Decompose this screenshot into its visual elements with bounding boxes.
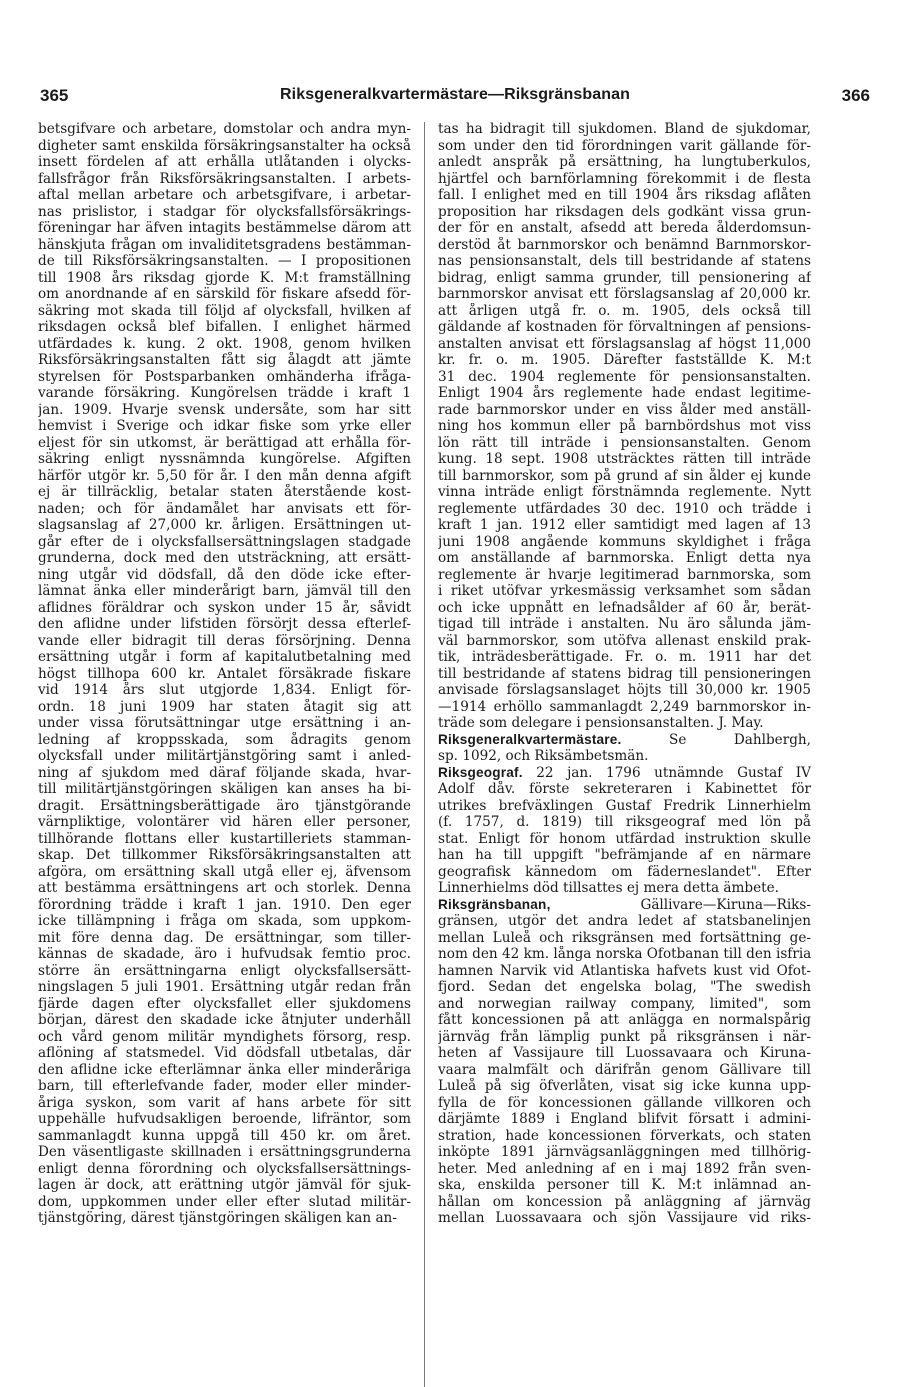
text-line: till bestridande af statens bidrag till pensioneringen: [438, 665, 811, 682]
text-line: skap. Det tillkommer Riksförsäkringsanstalten att: [38, 847, 411, 863]
text-line: grunderna, dock med den utsträckning, att ersätt-: [38, 550, 411, 566]
text-line: inköpte 1891 järnvägsanläggningen med tillhörig-: [438, 1144, 811, 1160]
text-line: kraft 1 jan. 1912 eller samtidigt med lagen af 13: [438, 517, 811, 533]
text-line: till militärtjänstgöringen skäligen kan anses ha bi-: [38, 781, 411, 797]
text-line: Riksgeograf. 22 jan. 1796 utnämnde Gustaf IV: [438, 764, 811, 781]
text-line: fall. I enlighet med en till 1904 års riksdag aflåten: [438, 187, 811, 203]
text-line: den aflidne under lifstiden försörjt dessa efterlef-: [38, 616, 411, 632]
text-line: anstalten anvisat ett förslagsanslag af högst 11,000: [438, 335, 811, 352]
text-line: hållan om koncession på anläggning af järnväg: [438, 1193, 811, 1210]
text-line: riksdagen också blef bifallen. I enlighet härmed: [38, 319, 411, 335]
text-line: Riksgeneralkvartermästare. Se Dahlbergh,: [438, 731, 811, 748]
text-line: barnmorskor anvisat ett förslagsanslag af 20,000 kr.: [438, 286, 811, 302]
text-line: eljest för sin utkomst, är berättigad att erhålla för-: [38, 434, 411, 451]
text-line: kännas de skadade, äro i hufvudsak femtio proc.: [38, 946, 411, 962]
left-text-column: [38, 121, 411, 1227]
text-line: reglemente utfärdades 30 dec. 1910 och trädde i: [438, 500, 811, 517]
text-line: juni 1908 angående kommuns skyldighet i fråga: [438, 533, 811, 550]
text-line: anvisade förslagsanslaget höjts till 30,000 kr. 1905: [438, 682, 811, 698]
text-line: går efter de i olycksfallsersättningslagen stadgade: [38, 533, 411, 550]
text-line: uppehälle hufvudsakligen beroende, lifräntor, som: [38, 1111, 411, 1127]
text-line: som under den tid förordningen varit gällande för-: [438, 137, 811, 154]
text-line: vid 1914 års slut utgjorde 1,834. Enligt för-: [38, 682, 411, 698]
text-line: olycksfall under militärtjänstgöring samt i anled-: [38, 748, 411, 764]
text-line: under vissa förutsättningar utge ersättning i an-: [38, 715, 411, 731]
right-text-column: [438, 121, 811, 1227]
text-line: hjärtfel och barnförlamning förekommit i de flesta: [438, 170, 811, 187]
text-line: proposition har riksdagen dels godkänt vissa grun-: [438, 203, 811, 220]
text-line: lagen är dock, att erättning utgör jämväl för sjuk-: [38, 1177, 411, 1193]
text-line: 31 dec. 1904 reglemente för pensionsanstalten.: [438, 368, 811, 385]
text-line: åriga syskon, som varit af hans arbete för sitt: [38, 1094, 411, 1111]
text-line: de till Riksförsäkringsanstalten. — I propositionen: [38, 253, 411, 269]
text-line: vaara malmfält och därifrån genom Gällivare till: [438, 1061, 811, 1078]
text-line: tas ha bidragit till sjukdomen. Bland de sjukdomar,: [438, 121, 811, 137]
text-line: Enligt 1904 års reglemente hade endast legitime-: [438, 385, 811, 401]
text-line: derstöd åt barnmorskor och benämnd Barnmorskor-: [438, 236, 811, 253]
text-line: hänskjuta frågan om invaliditetsgradens bestämman-: [38, 236, 411, 253]
text-line: sp. 1092, och Riksämbetsmän.: [438, 748, 649, 764]
text-line: ej är tillräcklig, betalar staten återstående kost-: [38, 484, 411, 500]
text-line: ordn. 18 juni 1909 har staten åtagit sig att: [38, 698, 411, 715]
text-line: utrikes brefväxlingen Gustaf Fredrik Linnerhielm: [438, 797, 811, 814]
text-line: mellan Luossavaara och sjön Vassijaure vid riks-: [438, 1210, 811, 1226]
text-line: kr. fr. o. m. 1905. Därefter fastställde K. M:t: [438, 352, 811, 368]
text-line: i riket utöfvar yrkesmässig verksamhet som sådan: [438, 583, 811, 599]
text-line: ersättning utgår i form af kapitalutbetalning med: [38, 649, 411, 665]
text-line: reglemente är hvarje legitimerad barnmorska, som: [438, 566, 811, 583]
text-line: aflöning af statsmedel. Vid dödsfall utbetalas, där: [38, 1045, 411, 1061]
text-line: väl barnmorskor, som utöfva allenast enskild prak-: [438, 632, 811, 649]
text-line: aftal mellan arbetare och arbetsgifvare, i arbetar-: [38, 187, 411, 203]
text-line: och vård genom militär myndighets försorg, resp.: [38, 1028, 411, 1045]
text-line: afgöra, om ersättning skall utgå eller ej, äfvensom: [38, 863, 411, 880]
text-line: fallsfrågor från Riksförsäkringsanstalten. I arbets-: [38, 170, 411, 187]
text-line: nom den 42 km. långa norska Ofotbanan till den isfria: [438, 946, 811, 962]
text-line: dom, uppkommen under eller efter slutad militär-: [38, 1193, 411, 1210]
text-line: till barnmorskor, som på grund af sin ålder ej kunde: [438, 467, 811, 484]
text-line: betsgifvare och arbetare, domstolar och andra myn-: [38, 121, 411, 137]
text-line: slagsanslag af 27,000 kr. årligen. Ersättningen ut-: [38, 517, 411, 533]
text-line: ningslagen 5 juli 1901. Ersättning utgår redan från: [38, 979, 411, 995]
column-divider: [424, 122, 425, 1387]
text-line: fjärde dagen efter olycksfallet eller sjukdomens: [38, 995, 411, 1012]
text-line: fylla de för koncessionen gällande villkoren och: [438, 1094, 811, 1111]
text-line: naden; och för ändamålet har anvisats ett för-: [38, 500, 411, 517]
text-line: aflidnes föräldrar och syskon under 15 år, såvidt: [38, 599, 411, 616]
text-line: heten af Vassijaure till Luossavaara och Kiruna-: [438, 1045, 811, 1061]
text-line: säkring mot skada till följd af olycksfall, hvilken af: [38, 302, 411, 319]
text-line: om anställande af barnmorska. Enligt detta nya: [438, 550, 811, 566]
text-line: ning hos kommun eller på barnbördshus mot viss: [438, 418, 811, 434]
text-line: hemvist i Sverige och idkar fiske som yrke eller: [38, 418, 411, 434]
text-line: jan. 1909. Hvarje svensk undersåte, som har sitt: [38, 401, 411, 418]
text-line: insett fördelen af att erhålla utlåtanden i olycks-: [38, 154, 411, 170]
text-line: början, därest den skadade icke åtnjuter underhåll: [38, 1012, 411, 1028]
text-line: Adolf dåv. förste sekreteraren i Kabinettet för: [438, 781, 811, 797]
text-line: geografisk kännedom om fäderneslandet". Efter: [438, 863, 811, 880]
text-line: Linnerhielms död tillsattes ej mera detta ämbete.: [438, 880, 779, 896]
text-line: lämnat änka eller minderårigt barn, jämväl till den: [38, 583, 411, 599]
text-line: fjord. Sedan det engelska bolag, "The swedish: [438, 979, 811, 995]
text-line: Riksgränsbanan, Gällivare—Kiruna—Riks-: [438, 896, 811, 913]
text-line: till 1908 års riksdag gjorde K. M:t framställning: [38, 269, 411, 286]
text-line: digheter samt enskilda försäkringsanstalter ha också: [38, 137, 411, 154]
text-line: hamnen Narvik vid Atlantiska hafvets kust vid Ofot-: [438, 962, 811, 979]
text-line: nas prislistor, i stadgar för olycksfallsförsäkrings-: [38, 203, 411, 220]
text-line: Luleå på sig öfverlåten, visat sig icke kunna upp-: [438, 1078, 811, 1094]
text-line: anledt anspråk på ersättning, ha lungtuberkulos,: [438, 154, 811, 170]
text-line: säkring enligt nyssnämnda kungörelse. Afgiften: [38, 451, 411, 467]
page-number-left: 365: [40, 86, 69, 105]
text-line: rade barnmorskor under en viss ålder med anställ-: [438, 401, 811, 418]
text-line: lön rätt till inträde i pensionsanstalten. Genom: [438, 434, 811, 451]
text-line: kung. 18 sept. 1908 utsträcktes rätten till inträde: [438, 451, 811, 467]
text-line: —1914 erhöllo sammanlagdt 2,249 barnmorskor in-: [438, 698, 811, 715]
text-line: gränsen, utgör det andra ledet af statsbanelinjen: [438, 913, 811, 929]
text-line: gäldande af kostnaden för förvaltningen af pensions-: [438, 319, 811, 335]
page-header: [40, 86, 870, 108]
running-title: Riksgeneralkvartermästare—Riksgränsbanan: [280, 86, 630, 103]
text-line: mit före denna dag. De ersättningar, som tiller-: [38, 929, 411, 946]
text-line: träde som delegare i pensionsanstalten. J. May.: [438, 715, 764, 731]
text-line: högst tillhopa 600 kr. Antalet försäkrade fiskare: [38, 665, 411, 682]
text-line: mellan Luleå och riksgränsen med fortsättning ge-: [438, 929, 811, 946]
text-line: nas pensionsanstalt, dels till bestridande af statens: [438, 253, 811, 269]
text-line: härför utgör kr. 5,50 för år. I den mån denna afgift: [38, 467, 411, 484]
text-line: fått koncessionen på att anlägga en normalspårig: [438, 1012, 811, 1028]
text-line: att bestämma ersättningens art och storlek. Denna: [38, 880, 411, 896]
text-line: Riksförsäkringsanstalten fått sig ålagdt att jämte: [38, 352, 411, 368]
text-line: ledning af kroppsskada, som ådragits genom: [38, 731, 411, 748]
text-line: vande eller bidragit till deras försörjning. Denna: [38, 632, 411, 649]
page-number-right: 366: [841, 86, 870, 105]
text-line: större än ersättningarna enligt olycksfallsersätt-: [38, 962, 411, 979]
text-line: barn, till efterlefvande fader, moder eller minder-: [38, 1078, 411, 1094]
text-line: därjämte 1889 i England blifvit försatt i admini-: [438, 1111, 811, 1127]
text-line: stration, hade koncessionen förverkats, och staten: [438, 1127, 811, 1144]
text-line: icke tillämpning i fråga om skada, som uppkom-: [38, 913, 411, 929]
text-line: den aflidne icke efterlämnar änka eller minderåriga: [38, 1061, 411, 1078]
text-line: dragit. Ersättningsberättigade äro tjänstgörande: [38, 797, 411, 814]
text-line: sammanlagdt kunna uppgå till 450 kr. om året.: [38, 1127, 411, 1144]
text-line: (f. 1757, d. 1819) till riksgeograf med lön på: [438, 814, 811, 830]
text-line: varande försäkring. Kungörelsen trädde i kraft 1: [38, 385, 411, 401]
text-line: ska, enskilda personer till K. M:t inlämnad an-: [438, 1177, 811, 1193]
text-line: der för en anstalt, afsedd att bereda ålderdomsun-: [438, 220, 811, 236]
text-line: enligt denna förordning och olycksfallsersättnings-: [38, 1160, 411, 1177]
text-line: järnväg från lämplig punkt på riksgränsen i när-: [438, 1028, 811, 1045]
text-line: and norwegian railway company, limited", som: [438, 995, 811, 1012]
text-line: tigad till inträde i anstalten. Nu äro sålunda jäm-: [438, 616, 811, 632]
text-line: utfärdades k. kung. 2 okt. 1908, genom hvilken: [38, 335, 411, 352]
text-line: han ha till uppgift "befrämjande af en närmare: [438, 847, 811, 863]
text-line: ning utgår vid dödsfall, då den döde icke efter-: [38, 566, 411, 583]
text-line: heter. Med anledning af en i maj 1892 från sven-: [438, 1160, 811, 1177]
text-line: och icke uppnått en lefnadsålder af 60 år, berät-: [438, 599, 811, 616]
text-line: värnpliktige, volontärer vid hären eller personer,: [38, 814, 411, 830]
text-line: ning af sjukdom med däraf följande skada, hvar-: [38, 764, 411, 781]
text-line: tillhörande flottans eller kustartilleriets stamman-: [38, 830, 411, 847]
text-line: förordning trädde i kraft 1 jan. 1910. Den eger: [38, 896, 411, 913]
text-line: styrelsen för Postsparbanken omhänderha ifråga-: [38, 368, 411, 385]
text-line: stat. Enligt för honom utfärdad instruktion skulle: [438, 830, 811, 847]
text-line: tjänstgöring, därest tjänstgöringen skäligen kan an-: [38, 1210, 397, 1226]
text-line: tik, inträdesberättigade. Fr. o. m. 1911 har det: [438, 649, 811, 665]
text-line: Den väsentligaste skillnaden i ersättningsgrunderna: [38, 1144, 411, 1160]
text-line: bidrag, enligt samma grunder, till pensionering af: [438, 269, 811, 286]
text-line: föreningar har äfven intagits bestämmelse därom att: [38, 220, 411, 236]
text-line: att årligen utgå fr. o. m. 1905, dels också till: [438, 302, 811, 319]
text-line: vinna inträde enligt förstnämnda reglemente. Nytt: [438, 484, 811, 500]
text-line: om anordnande af en särskild för fiskare afsedd för-: [38, 286, 411, 302]
